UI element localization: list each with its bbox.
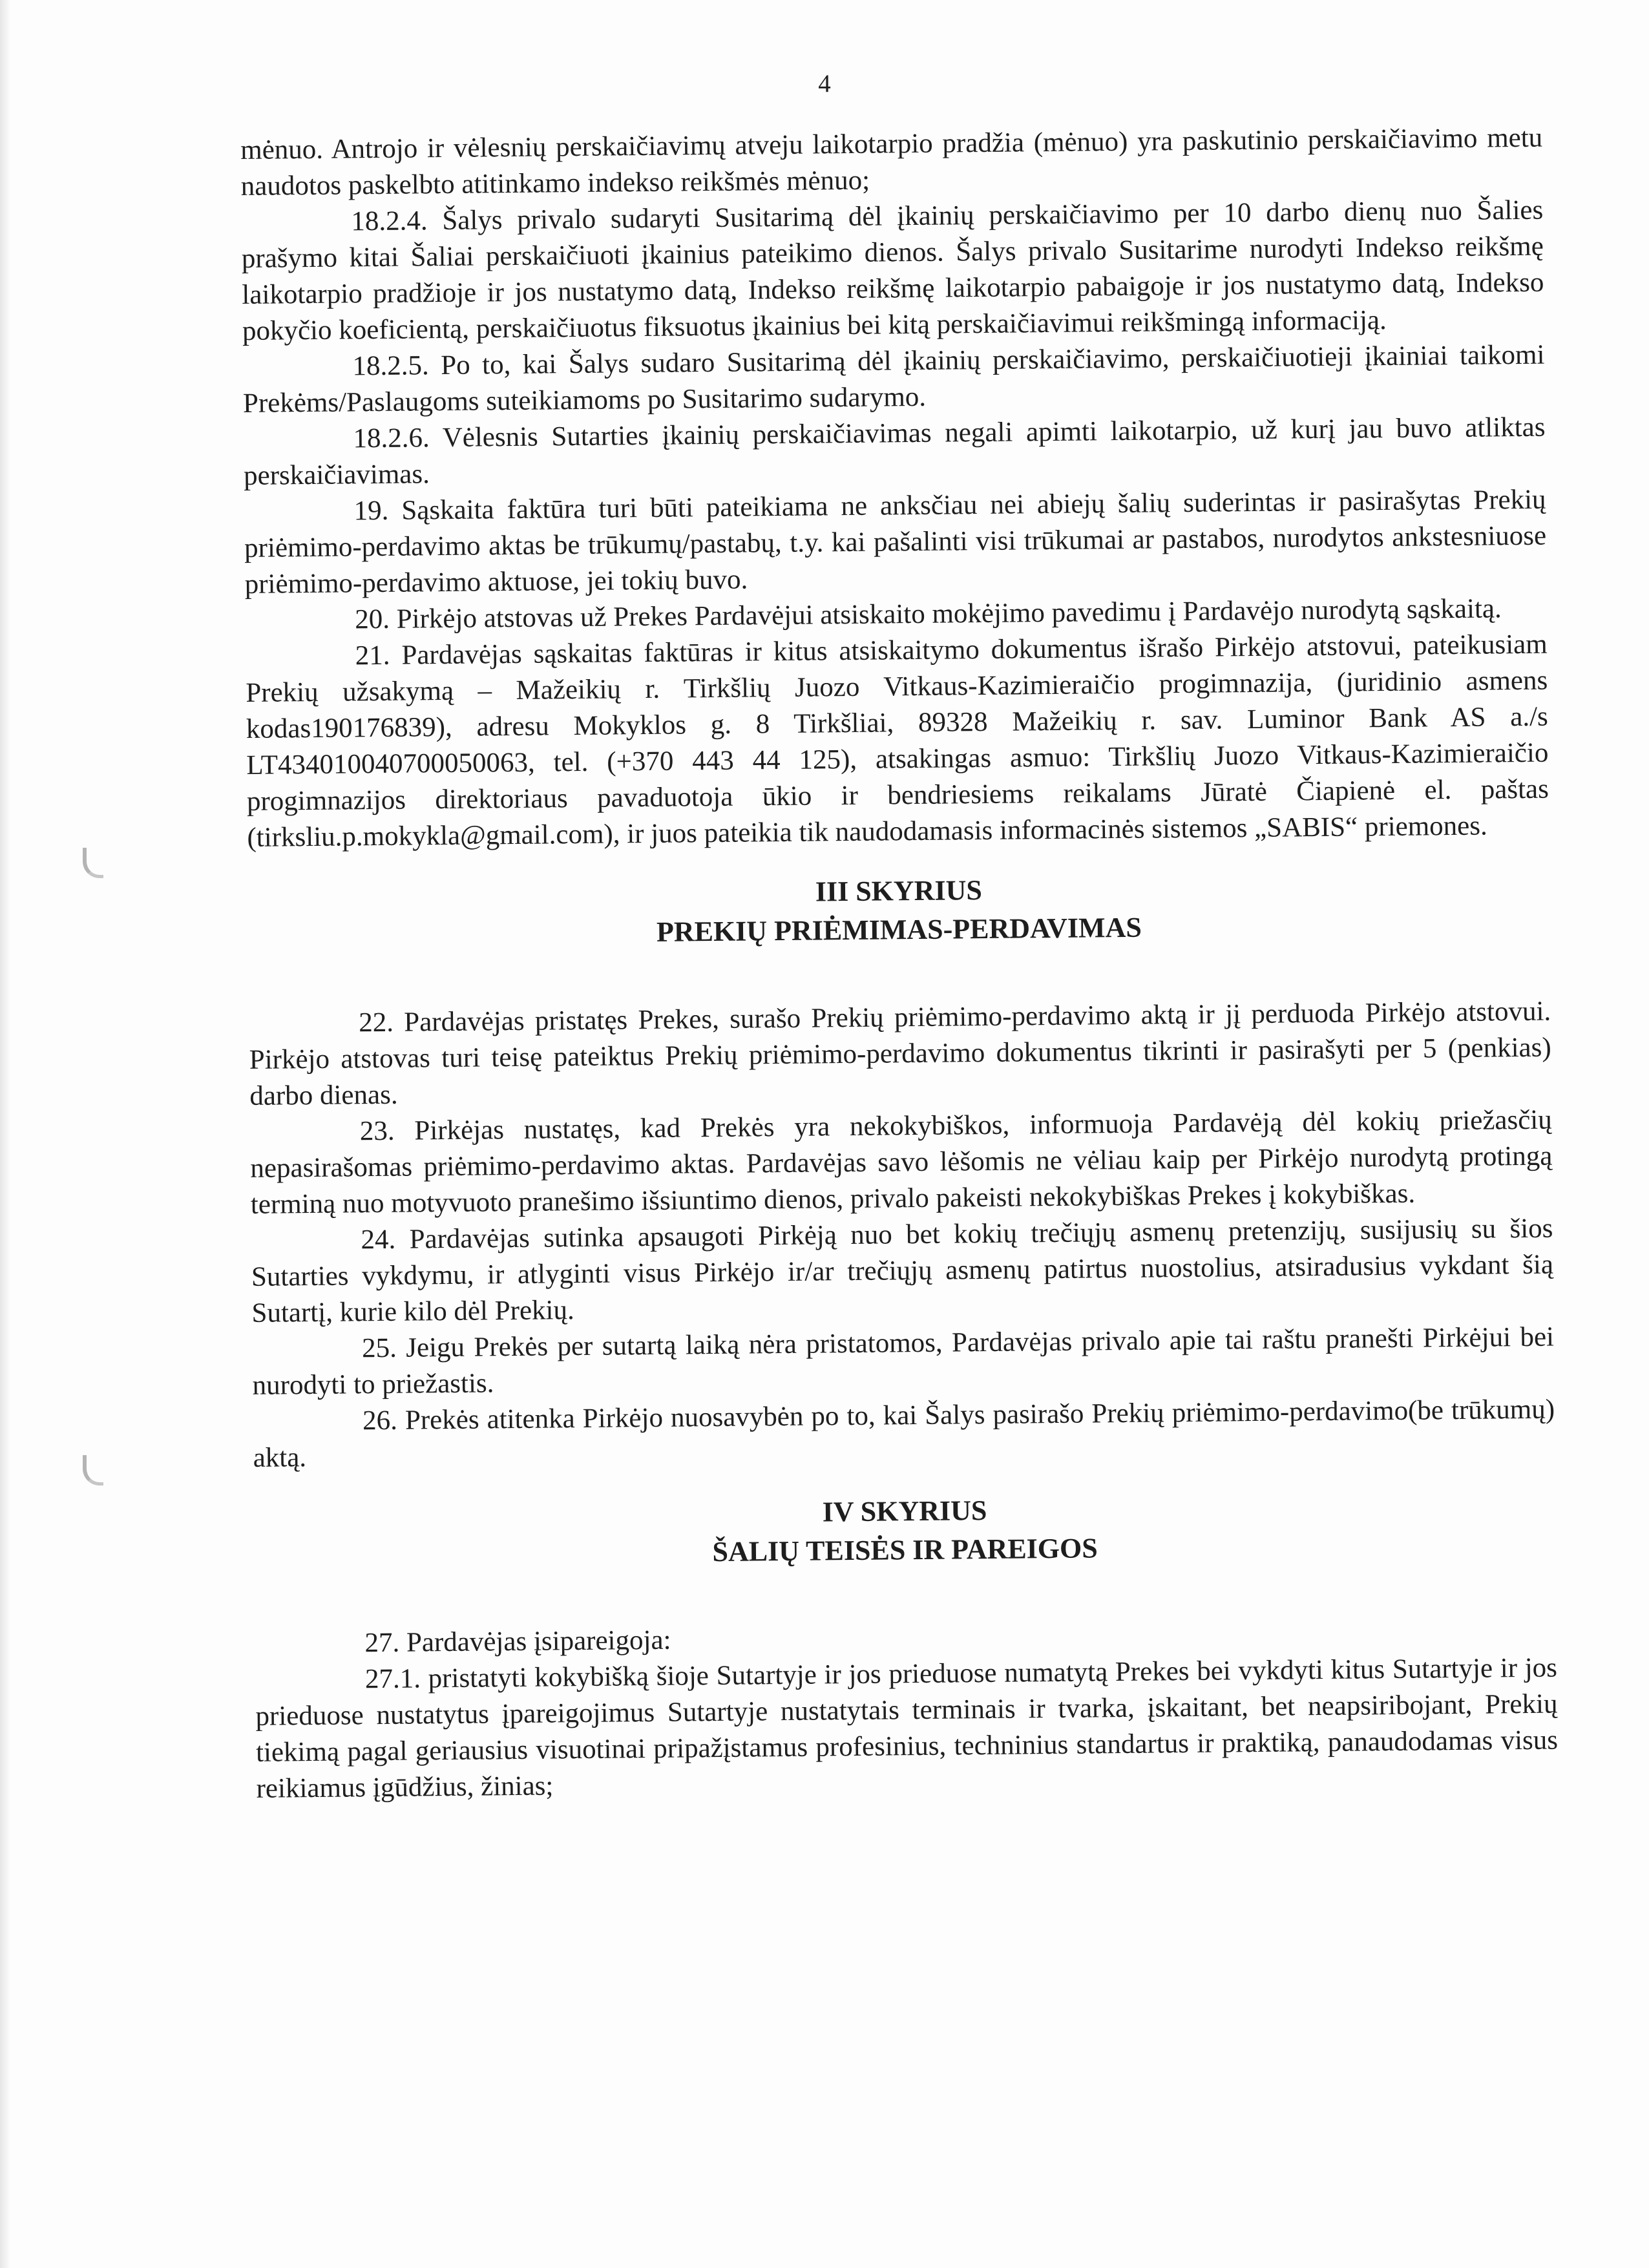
- paragraph-23: 23. Pirkėjas nustatęs, kad Prekės yra nekokybiškos, informuoja Pardavėją dėl kokių priežasčių nepasirašomas priėmimo-perdavimo aktas. Pardavėjas savo lėšomis ne vėliau kaip per Pirkėjo nurodytą protingą terminą nuo motyvuoto pranešimo išsiuntimo dienos, privalo pakeisti nekokybiškas Prekes į kokybiškas.: [250, 1104, 1553, 1220]
- paragraph-26: 26. Prekės atitenka Pirkėjo nuosavybėn po to, kai Šalys pasirašo Prekių priėmimo-perdavimo(be trūkumų) aktą.: [253, 1394, 1555, 1473]
- chapter-heading-iii: III SKYRIUS: [815, 874, 983, 908]
- paragraph-22: 22. Pardavėjas pristatęs Prekes, surašo Prekių priėmimo-perdavimo aktą ir jį perduoda Pirkėjo atstovui. Pirkėjo atstovas turi teisę pateiktus Prekių priėmimo-perdavimo dokumentus tikrinti ir pasirašyti per 5 (penkias) darbo dienas.: [249, 996, 1551, 1111]
- paragraph-20: 20. Pirkėjo atstovas už Prekes Pardavėjui atsiskaito mokėjimo pavedimu į Pardavėjo nurodytą sąskaitą.: [355, 593, 1502, 635]
- binder-hole-mark: [83, 848, 103, 878]
- paragraph-27-1: 27.1. pristatyti kokybišką šioje Sutartyje ir jos prieduose numatytą Prekes bei vykdyti kitus Sutartyje ir jos prieduose nustatytus įpareigojimus Sutartyje nustatytais terminais ir tvarka, įskaitant, bet neapsiribojant, Prekių tiekimą pagal geriausius visuotinai pripažįstamus profesinius, techninius standartus ir praktiką, panaudodamas visus reikiamus įgūdžius, žinias;: [255, 1652, 1559, 1804]
- paragraph-19: 19. Sąskaita faktūra turi būti pateikiama ne anksčiau nei abiejų šalių suderintas ir pasirašytas Prekių priėmimo-perdavimo aktas be trūkumų/pastabų, t.y. kai pašalinti visi trūkumai ar pastabos, nurodytos ankstesniuose priėmimo-perdavimo aktuose, jei tokių buvo.: [244, 484, 1547, 600]
- paragraph-27: 27. Pardavėjas įsipareigoja:: [364, 1624, 671, 1659]
- chapter-heading-iv: IV SKYRIUS: [822, 1495, 987, 1528]
- paragraph-25: 25. Jeigu Prekės per sutartą laiką nėra pristatomos, Pardavėjas privalo apie tai raštu pranešti Pirkėjui bei nurodyti to priežastis.: [252, 1321, 1555, 1401]
- paragraph-21: 21. Pardavėjas sąskaitas faktūras ir kitus atsiskaitymo dokumentus išrašo Pirkėjo atstovui, pateikusiam Prekių užsakymą – Mažeikių r. Tirkšlių Juozo Vitkaus-Kazimieraičio progimnazija, (juridinio asmens kodas190176839), adresu Mokyklos g. 8 Tirkšliai, 89328 Mažeikių r. sav. Luminor Bank AS a./s LT434010040700050063, tel. (+370 443 44 125), atsakingas asmuo: Tirkšlių Juozo Vitkaus-Kazimieraičio progimnazijos direktoriaus pavaduotoja ūkio ir bendriesiems reikalams Jūratė Čiapienė el. paštas (tirksliu.p.mokykla@gmail.com), ir juos pateikia tik naudodamasis informacinės sistemos „SABIS“ priemones.: [246, 629, 1549, 853]
- section-title-iii: PREKIŲ PRIĖMIMAS-PERDAVIMAS: [656, 911, 1142, 948]
- paragraph-18-2-6: 18.2.6. Vėlesnis Sutarties įkainių perskaičiavimas negali apimti laikotarpio, už kurį jau buvo atliktas perskaičiavimas.: [243, 412, 1546, 491]
- document-body: [240, 120, 1559, 1807]
- section-title-iv: ŠALIŲ TEISĖS IR PAREIGOS: [712, 1532, 1098, 1568]
- page-number: 4: [818, 70, 831, 98]
- paragraph-18-2-4: 18.2.4. Šalys privalo sudaryti Susitarimą dėl įkainių perskaičiavimo per 10 darbo dienų nuo Šalies prašymo kitai Šaliai perskaičiuoti įkainius pateikimo dienos. Šalys privalo Susitarime nurodyti Indekso reikšmę laikotarpio pradžioje ir jos nustatymo datą, Indekso reikšmę laikotarpio pabaigoje ir jos nustatymo datą, Indekso pokyčio koeficientą, perskaičiuotus fiksuotus įkainius bei kitą perskaičiavimui reikšmingą informaciją.: [241, 194, 1544, 346]
- paragraph-18-2-3-continued: mėnuo. Antrojo ir vėlesnių perskaičiavimų atveju laikotarpio pradžia (mėnuo) yra paskutinio perskaičiavimo metu naudotos paskelbto atitinkamo indekso reikšmės mėnuo;: [240, 122, 1543, 202]
- scan-edge: [0, 0, 10, 2268]
- paragraph-24: 24. Pardavėjas sutinka apsaugoti Pirkėją nuo bet kokių trečiųjų asmenų pretenzijų, susijusių su šios Sutarties vykdymu, ir atlyginti visus Pirkėjo ir/ar trečiųjų asmenų patirtus nuostolius, atsiradusius vykdant šią Sutartį, kurie kilo dėl Prekių.: [251, 1213, 1554, 1328]
- paragraph-18-2-5: 18.2.5. Po to, kai Šalys sudaro Susitarimą dėl įkainių perskaičiavimo, perskaičiuotieji įkainiai taikomi Prekėms/Paslaugoms suteikiamoms po Susitarimo sudarymo.: [242, 339, 1545, 419]
- binder-hole-mark: [83, 1455, 103, 1486]
